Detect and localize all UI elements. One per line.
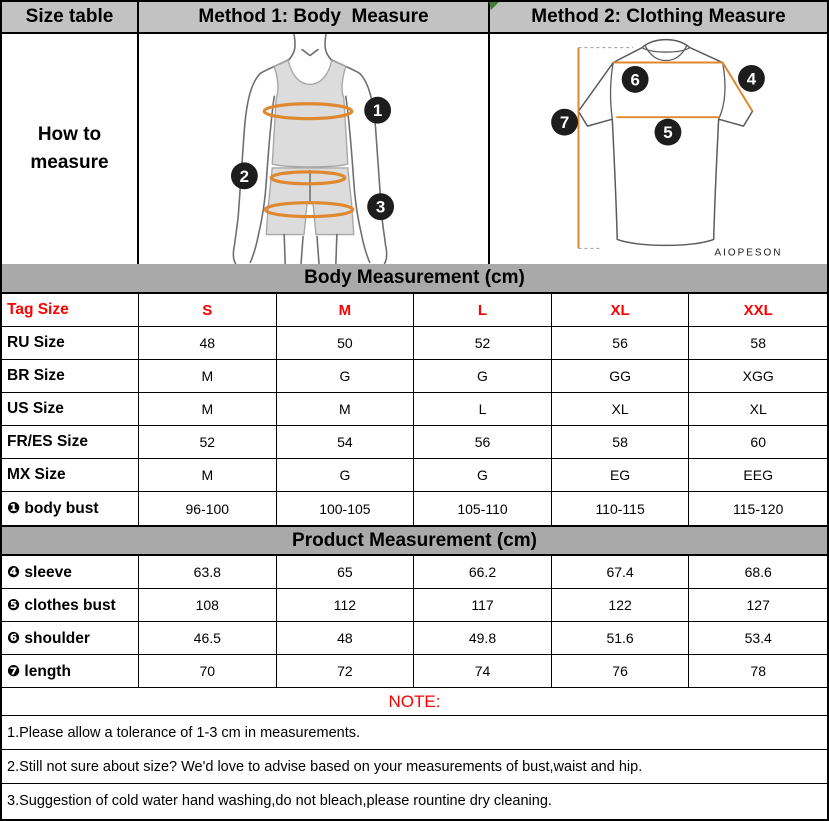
table-row (2, 426, 827, 459)
value-cell: G (277, 459, 415, 491)
value-cell: M (139, 360, 277, 392)
method1-header: Method 1: Body Measure (139, 2, 490, 32)
body-measure-illustration (139, 34, 490, 264)
value-cell: M (139, 459, 277, 491)
note-item: 2.Still not sure about size? We'd love to advise based on your measurements of bust,waist and hip. (2, 750, 827, 784)
size-header-cell: XXL (743, 301, 773, 319)
row-label: MX Size (2, 459, 139, 491)
value-cell: M (277, 393, 415, 425)
value-cell: 58 (552, 426, 690, 458)
value-cell: 117 (414, 589, 552, 621)
leg-left-outer (284, 235, 285, 264)
leg-right-outer (336, 235, 337, 264)
body-chin-line (302, 50, 318, 56)
value-cell: 70 (139, 655, 277, 687)
leg-right-inner (317, 236, 319, 263)
row-label: ❹ sleeve (2, 556, 139, 588)
table-row (2, 459, 827, 492)
value-cell: 115-120 (733, 500, 784, 517)
table-row (2, 393, 827, 426)
badge-4-number: 4 (746, 69, 757, 89)
badge-5-number: 5 (663, 123, 673, 143)
row-label: US Size (2, 393, 139, 425)
badge-7 (551, 109, 578, 136)
value-cell: 54 (277, 426, 415, 458)
value-cell: 66.2 (414, 556, 552, 588)
body-measurement-table (2, 294, 827, 525)
table-row (2, 622, 827, 655)
value-cell: 105-110 (414, 492, 552, 525)
value-cell: 63.8 (139, 556, 277, 588)
row-label: ❻ shoulder (2, 622, 139, 654)
value-cell: 60 (750, 434, 766, 450)
clothing-measure-illustration (490, 34, 827, 264)
size-header-cell: S (139, 294, 277, 326)
table-row (2, 492, 827, 525)
leg-left-inner (301, 236, 303, 263)
badge-1 (364, 97, 391, 124)
row-label: FR/ES Size (2, 426, 139, 458)
badge-2-number: 2 (239, 166, 250, 186)
table-row (2, 556, 827, 589)
badge-5 (655, 119, 682, 146)
badge-3-number: 3 (375, 197, 386, 217)
value-cell: 48 (277, 622, 415, 654)
value-cell: G (414, 360, 552, 392)
row-label: BR Size (2, 360, 139, 392)
value-cell: EEG (743, 467, 773, 483)
body-neck-left-line (289, 35, 295, 60)
table-row (2, 655, 827, 688)
tag-size-row (2, 294, 827, 327)
value-cell: 52 (139, 426, 277, 458)
value-cell: 100-105 (277, 492, 415, 525)
product-measurement-table (2, 556, 827, 688)
value-cell: 48 (139, 327, 277, 359)
value-cell: 52 (414, 327, 552, 359)
table-row (2, 589, 827, 622)
note-item: 3.Suggestion of cold water hand washing,do not bleach,please rountine dry cleaning. (7, 793, 552, 809)
value-cell: G (414, 459, 552, 491)
value-cell: 96-100 (139, 492, 277, 525)
badge-4 (738, 65, 765, 92)
value-cell: 112 (277, 589, 415, 621)
value-cell: 108 (139, 589, 277, 621)
size-header-cell: L (414, 294, 552, 326)
value-cell: 56 (414, 426, 552, 458)
how-to-measure-label: How to measure (2, 34, 139, 264)
badge-3 (367, 193, 394, 220)
tank-top-shape (272, 61, 348, 167)
row-label: ❺ clothes bust (2, 589, 139, 621)
value-cell: EG (552, 459, 690, 491)
badge-1-number: 1 (372, 101, 383, 121)
value-cell: XGG (742, 368, 774, 384)
value-cell: 67.4 (552, 556, 690, 588)
value-cell: G (277, 360, 415, 392)
value-cell: 50 (277, 327, 415, 359)
value-cell: 46.5 (139, 622, 277, 654)
shirt-figure-svg (490, 34, 827, 264)
size-table-title: Size table (2, 2, 139, 32)
value-cell: 65 (277, 556, 415, 588)
body-figure-svg (139, 34, 488, 264)
body-measurement-band: Body Measurement (cm) (2, 264, 827, 294)
row-label: ❶ body bust (2, 492, 139, 525)
value-cell: 127 (746, 597, 770, 613)
value-cell: 122 (552, 589, 690, 621)
top-header-row (2, 2, 827, 34)
note-title: NOTE: (2, 688, 827, 716)
method2-header (490, 2, 827, 32)
size-header-cell: M (277, 294, 415, 326)
value-cell: 58 (750, 335, 766, 351)
value-cell: GG (552, 360, 690, 392)
table-row (2, 360, 827, 393)
table-row (2, 327, 827, 360)
value-cell: 76 (552, 655, 690, 687)
value-cell: 110-115 (552, 492, 690, 525)
value-cell: 51.6 (552, 622, 690, 654)
value-cell: 53.4 (744, 630, 772, 646)
green-corner-artifact (489, 2, 499, 10)
value-cell: 49.8 (414, 622, 552, 654)
value-cell: 78 (750, 663, 766, 679)
product-measurement-band: Product Measurement (cm) (2, 525, 827, 556)
value-cell: 68.6 (744, 564, 772, 580)
row-label: Tag Size (2, 294, 139, 326)
value-cell: XL (552, 393, 690, 425)
value-cell: L (414, 393, 552, 425)
badge-6-number: 6 (630, 70, 640, 90)
note-item: 1.Please allow a tolerance of 1-3 cm in measurements. (2, 716, 827, 750)
badge-7-number: 7 (559, 113, 570, 133)
row-label: RU Size (2, 327, 139, 359)
value-cell: 72 (277, 655, 415, 687)
badge-2 (231, 162, 258, 189)
badge-6 (622, 66, 649, 93)
brand-text: AIOPESON (714, 247, 783, 259)
row-label: ❼ length (2, 655, 139, 687)
method2-header-label: Method 2: Clothing Measure (531, 6, 786, 27)
size-header-cell: XL (552, 294, 690, 326)
value-cell: 56 (552, 327, 690, 359)
value-cell: XL (749, 401, 767, 417)
body-neck-right-line (325, 35, 331, 60)
value-cell: 74 (414, 655, 552, 687)
illustration-row (2, 34, 827, 264)
value-cell: M (139, 393, 277, 425)
